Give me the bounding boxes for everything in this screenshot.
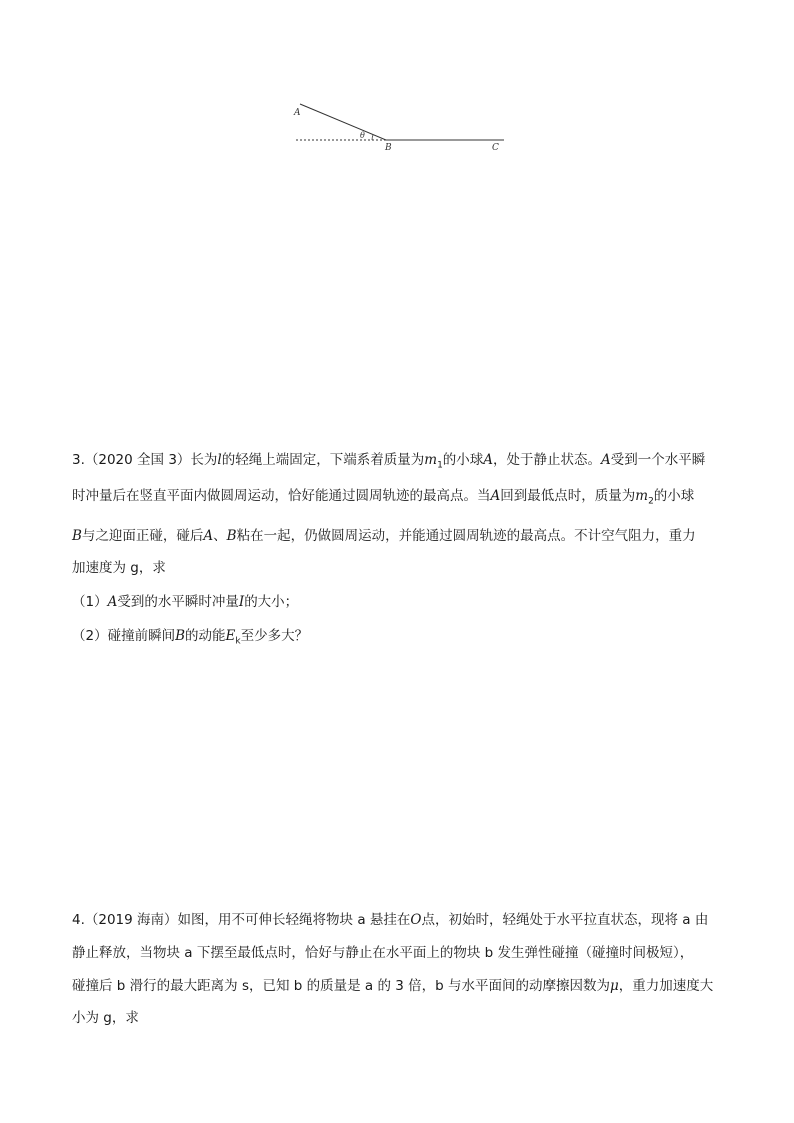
sub2-text: （2）碰撞前瞬间 — [72, 628, 176, 644]
sub2-text: 至少多大？ — [240, 628, 309, 644]
q4-line3-text: 碰撞后 b 滑行的最大距离为 s，已知 b 的质量是 a 的 3 倍，b 与水平面间的动摩擦因数为 — [72, 978, 611, 994]
var-l: l — [217, 452, 222, 468]
q3-line4-text: 加速度为 g，求 — [72, 560, 166, 576]
var-a: A — [203, 528, 214, 544]
label-a: A — [294, 108, 301, 118]
q4-line-1 — [72, 910, 732, 930]
incline-diagram — [288, 96, 518, 156]
label-b: B — [385, 143, 392, 153]
var-b: B — [175, 628, 186, 644]
subscript: 2 — [648, 496, 654, 507]
label-theta: θ — [360, 131, 365, 140]
q3-subquestion-1 — [72, 592, 732, 612]
label-c: C — [492, 143, 499, 153]
q4-line1-text: 点，初始时，轻绳处于水平拉直状态，现将 a 由 — [421, 912, 709, 928]
q4-line2-text: 静止释放，当物块 a 下摆至最低点时，恰好与静止在水平面上的物块 b 发生弹性碰撞（碰撞时间极短）， — [72, 945, 694, 961]
var-o: O — [410, 912, 422, 928]
q3-line-2 — [72, 486, 732, 512]
var-b: B — [226, 528, 237, 544]
q3-subquestion-2 — [72, 626, 732, 652]
q3-line1-text: 3.（2020 全国 3）长为 — [72, 452, 218, 468]
q4-line-2 — [72, 943, 732, 963]
q4-line4-text: 小为 g，求 — [72, 1010, 139, 1026]
incline-figure — [288, 96, 518, 156]
q4-line1-text: 4.（2019 海南）如图，用不可伸长轻绳将物块 a 悬挂在 — [72, 912, 411, 928]
var-a: A — [601, 452, 611, 468]
q3-line1-text: 的小球 — [442, 452, 484, 468]
q3-line3-text: 粘在一起，仍做圆周运动，并能通过圆周轨迹的最高点。不计空气阻力，重力 — [236, 528, 696, 544]
q4-line3-text: ，重力加速度大 — [618, 978, 714, 994]
var-m2: m — [635, 488, 649, 504]
var-m1: m — [424, 452, 438, 468]
var-a: A — [107, 594, 118, 610]
sub1-text: 的大小； — [244, 594, 299, 610]
q3-line2-text: 的小球 — [653, 488, 695, 504]
sub1-text: （1） — [72, 594, 108, 610]
var-mu: μ — [610, 978, 619, 994]
var-e: E — [225, 628, 236, 644]
q3-line1-text: ，处于静止状态。 — [493, 452, 602, 468]
var-b: B — [72, 528, 82, 544]
q3-line1-text: 的轻绳上端固定，下端系着质量为 — [221, 452, 425, 468]
q3-line-3 — [72, 526, 732, 546]
q3-line2-text: 时冲量后在竖直平面内做圆周运动，恰好能通过圆周轨迹的最高点。当 — [72, 488, 491, 504]
subscript: 1 — [437, 460, 443, 471]
q4-line-3 — [72, 976, 732, 996]
subscript: k — [235, 636, 241, 647]
q3-line2-text: 回到最低点时，质量为 — [500, 488, 636, 504]
var-a: A — [490, 488, 501, 504]
sub1-text: 受到的水平瞬时冲量 — [117, 594, 239, 610]
q4-line-4 — [72, 1008, 732, 1028]
var-i: I — [238, 594, 245, 610]
angle-arc — [372, 135, 373, 140]
q3-line-1 — [72, 450, 732, 476]
q3-line3-text: 与之迎面正碰，碰后 — [81, 528, 204, 544]
q3-line3-text: 、 — [213, 528, 227, 544]
sub2-text: 的动能 — [185, 628, 226, 644]
var-a: A — [483, 452, 494, 468]
q3-line-4 — [72, 558, 732, 578]
q3-line1-text: 受到一个水平瞬 — [610, 452, 706, 468]
